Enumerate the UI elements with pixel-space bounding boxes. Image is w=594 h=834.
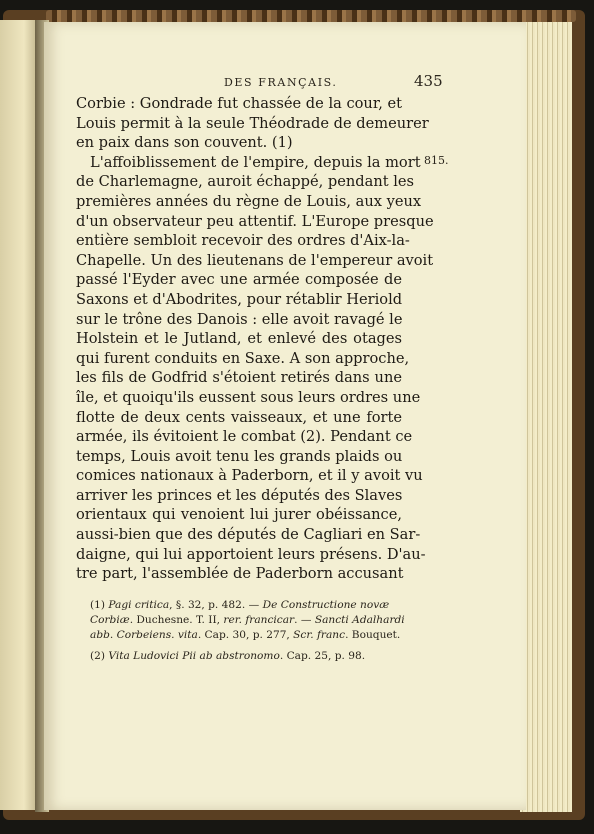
text-line: flotte de deux cents vaisseaux, et une forte [76, 408, 402, 426]
text-line: entière sembloit recevoir des ordres d'Aix-la- [76, 232, 410, 250]
page-header [174, 72, 474, 92]
footnote-title: Scr. franc [293, 629, 346, 641]
text-line: Saxons et d'Abodrites, pour rétablir Heriold [76, 290, 403, 308]
footnote-title: rer. francicar [223, 614, 295, 626]
footnote-ref: . Cap. 30, p. 277, [197, 629, 294, 641]
text-line: de Charlemagne, auroit échappé, pendant les [76, 173, 415, 191]
footnotes [90, 598, 405, 664]
text-line: sur le trône des Danois : elle avoit ravagé le [76, 310, 403, 328]
left-page-edge [0, 20, 40, 810]
binding-top-edge [46, 10, 576, 22]
footnote-marker: (1) [90, 599, 109, 611]
margin-note-year: 815. [424, 154, 449, 167]
footnote-1-line-2 [90, 613, 405, 628]
text-line: Holstein et le Jutland, et enlevé des otages [76, 330, 402, 348]
text-line: arriver les princes et les députés des Slaves [76, 486, 403, 504]
footnote-title: abb. Corbeiens. vita [90, 629, 198, 641]
page-edges [520, 22, 572, 812]
footnote-ref: . Cap. 25, p. 98. [279, 650, 366, 662]
text-line: temps, Louis avoit tenu les grands plaids ou [76, 447, 403, 465]
body-text [76, 94, 434, 584]
footnote-title: Corbiæ [90, 614, 130, 626]
text-line: Louis permit à la seule Théodrade de demeurer [76, 114, 429, 132]
text-line: d'un observateur peu attentif. L'Europe presque [76, 212, 434, 230]
text-line: aussi-bien que des députés de Cagliari en Sar- [76, 526, 421, 544]
book-page [44, 22, 526, 810]
footnote-title: Sancti Adalhardi [314, 614, 405, 626]
footnote-marker: (2) [90, 650, 109, 662]
text-line: orientaux qui venoient lui jurer obéissance, [76, 506, 402, 524]
text-line: île, et quoiqu'ils eussent sous leurs ordres une [76, 388, 421, 406]
text-line: tre part, l'assemblée de Paderborn accusant [76, 565, 404, 583]
text-line: Chapelle. Un des lieutenans de l'empereur avoit [76, 251, 434, 269]
footnote-ref: . — [294, 614, 315, 626]
text-line: premières années du règne de Louis, aux yeux [76, 192, 422, 210]
text-line: en paix dans son couvent. (1) [76, 134, 293, 152]
footnote-ref: , §. 32, p. 482. — [169, 599, 263, 611]
page-number: 435 [414, 72, 443, 90]
text-line: Corbie : Gondrade fut chassée de la cour, et [76, 95, 402, 112]
footnote-2 [90, 649, 402, 664]
text-line: armée, ils évitoient le combat (2). Pendant ce [76, 428, 413, 446]
text-line: L'affoiblissement de l'empire, depuis la mort [90, 153, 421, 171]
footnote-title: Pagi critica [108, 599, 170, 611]
footnote-title: Vita Ludovici Pii ab abstronomo [108, 650, 280, 662]
footnote-title: De Constructione novæ [262, 599, 390, 611]
footnote-ref: . Duchesne. T. II, [129, 614, 224, 626]
running-title: DES FRANÇAIS. [224, 76, 338, 89]
text-line: comices nationaux à Paderborn, et il y avoit vu [76, 467, 423, 485]
footnote-ref: . Bouquet. [345, 629, 401, 641]
text-line: les fils de Godfrid s'étoient retirés dans une [76, 369, 402, 387]
text-line: qui furent conduits en Saxe. A son approche, [76, 349, 410, 367]
footnote-1-line-1 [90, 598, 402, 613]
text-line: passé l'Eyder avec une armée composée de [76, 271, 402, 289]
footnote-1-line-3 [90, 628, 402, 643]
text-line: daigne, qui lui apportoient leurs présens. D'au- [76, 545, 426, 563]
